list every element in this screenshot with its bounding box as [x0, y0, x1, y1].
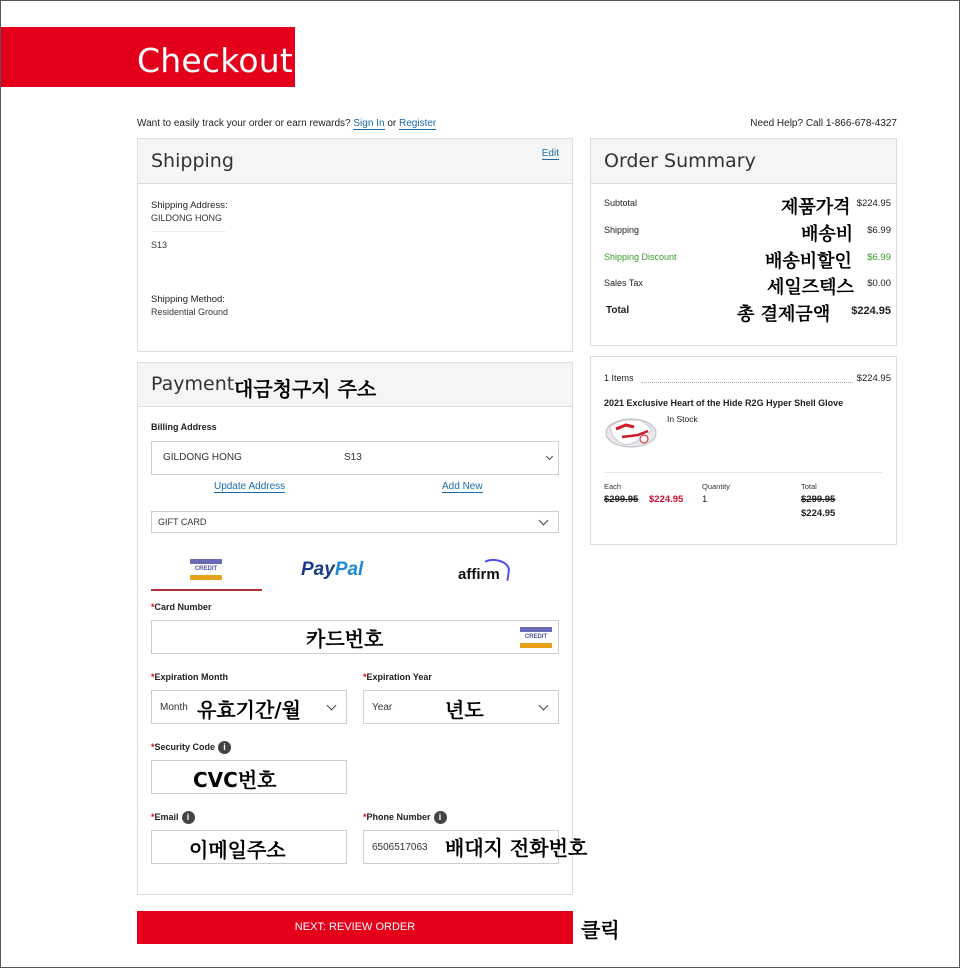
chevron-down-icon — [539, 701, 549, 711]
baseball-glove-image[interactable] — [604, 415, 658, 449]
info-icon[interactable]: i — [182, 811, 195, 824]
dotted-leader — [641, 382, 853, 383]
cart-panel — [590, 356, 897, 545]
card-icon-bottom-stripe — [520, 643, 552, 648]
shipping-discount-label: Shipping Discount — [604, 252, 677, 262]
email-annotation: 이메일주소 — [189, 838, 286, 862]
affirm-logo: affirm — [458, 566, 500, 583]
shipping-panel — [137, 138, 573, 352]
shipping-cost-value: $6.99 — [867, 225, 891, 236]
cart-divider — [604, 472, 882, 473]
shipping-method: Residential Ground — [151, 307, 229, 317]
shipping-line2: S13 — [151, 240, 168, 250]
chevron-down-icon — [546, 453, 553, 460]
page-title: Checkout — [137, 41, 293, 80]
expiration-year-value: Year — [372, 702, 393, 713]
paypal-logo-pal: Pal — [334, 559, 364, 580]
add-new-address-link[interactable]: Add New — [442, 481, 483, 492]
phone-number-label-text: Phone Number — [366, 811, 431, 822]
cart-items-total: $224.95 — [856, 373, 891, 384]
card-icon-text: CREDIT — [524, 634, 548, 640]
subtotal-annotation: 제품가격 — [781, 197, 851, 218]
shipping-title: Shipping — [151, 150, 234, 172]
payment-title: Payment — [151, 373, 235, 395]
quantity-value: 1 — [702, 494, 708, 505]
credit-icon-bottom-stripe — [190, 575, 222, 580]
paypal-logo-pay: Pay — [301, 559, 335, 580]
security-code-label-text: Security Code — [154, 741, 216, 752]
total-annotation: 총 결제금액 — [737, 304, 831, 325]
or-text: or — [387, 118, 397, 129]
info-icon[interactable]: i — [218, 741, 231, 754]
phone-annotation: 배대지 전화번호 — [445, 836, 588, 860]
sales-tax-value: $0.00 — [867, 278, 891, 289]
shipping-cost-annotation: 배송비 — [801, 224, 854, 245]
total-label: Total — [606, 305, 630, 316]
expiration-month-label — [151, 672, 228, 682]
update-address-link[interactable]: Update Address — [214, 481, 286, 492]
chevron-down-icon — [539, 516, 549, 526]
tab-affirm[interactable] — [458, 562, 510, 584]
phone-number-label — [363, 811, 447, 824]
shipping-edit-link[interactable]: Edit — [541, 148, 559, 159]
subtotal-value: $224.95 — [856, 198, 891, 209]
credit-icon-top-stripe — [190, 559, 222, 564]
gift-card-select[interactable] — [151, 511, 559, 533]
info-icon[interactable]: i — [434, 811, 447, 824]
shipping-address-label: Shipping Address: — [151, 200, 228, 211]
expiration-year-annotation: 년도 — [445, 698, 484, 722]
email-label-text: Email — [154, 811, 179, 822]
line-total-old: $299.95 — [801, 494, 836, 505]
card-icon-top-stripe — [520, 627, 552, 632]
required-mark: * — [151, 741, 155, 752]
address-divider — [151, 231, 226, 232]
tab-credit[interactable] — [151, 548, 262, 591]
shipping-cost-label: Shipping — [604, 225, 640, 235]
register-link[interactable]: Register — [399, 118, 437, 129]
shipping-header — [138, 139, 572, 184]
expiration-year-label-text: Expiration Year — [366, 672, 432, 682]
shipping-discount-value: $6.99 — [867, 252, 891, 263]
card-number-label-text: Card Number — [154, 602, 212, 612]
sales-tax-label: Sales Tax — [604, 278, 643, 288]
quantity-label: Quantity — [702, 482, 730, 491]
total-value: $224.95 — [851, 305, 891, 317]
required-mark: * — [363, 672, 367, 682]
credit-card-icon — [520, 627, 552, 648]
sign-in-link[interactable]: Sign In — [353, 118, 385, 129]
signin-prompt — [137, 118, 436, 129]
required-mark: * — [151, 602, 155, 612]
billing-address-select[interactable] — [151, 441, 559, 475]
help-phone: Need Help? Call 1-866-678-4327 — [750, 118, 897, 129]
order-summary-header — [591, 139, 896, 184]
email-label — [151, 811, 195, 824]
security-code-annotation: CVC번호 — [193, 768, 277, 792]
billing-line: S13 — [344, 452, 362, 463]
billing-address-label: Billing Address — [151, 422, 217, 432]
credit-card-icon — [190, 559, 222, 580]
expiration-month-annotation: 유효기간/월 — [197, 698, 301, 722]
subtotal-label: Subtotal — [604, 198, 638, 208]
billing-name: GILDONG HONG — [163, 452, 242, 463]
card-number-annotation: 카드번호 — [306, 627, 384, 651]
product-name[interactable]: 2021 Exclusive Heart of the Hide R2G Hyper Shell Glove — [604, 398, 844, 408]
required-mark: * — [151, 811, 155, 822]
each-label: Each — [604, 482, 622, 491]
line-total-new: $224.95 — [801, 508, 836, 519]
tab-paypal[interactable] — [301, 559, 363, 581]
gift-card-label: GIFT CARD — [158, 517, 207, 527]
expiration-month-value: Month — [160, 702, 188, 713]
shipping-name: GILDONG HONG — [151, 213, 223, 223]
glove-icon — [604, 415, 658, 449]
order-summary-title: Order Summary — [604, 150, 756, 172]
click-annotation: 클릭 — [581, 918, 620, 942]
shipping-discount-annotation: 배송비할인 — [765, 251, 852, 272]
signin-prompt-text: Want to easily track your order or earn rewards? — [137, 118, 351, 129]
chevron-down-icon — [327, 701, 337, 711]
shipping-method-label: Shipping Method: — [151, 294, 225, 305]
billing-annotation: 대금청구지 주소 — [234, 377, 377, 401]
sales-tax-annotation: 세일즈텍스 — [767, 277, 854, 298]
stock-status: In Stock — [667, 414, 698, 424]
each-sale-price: $224.95 — [649, 494, 684, 505]
line-total-label: Total — [801, 482, 817, 491]
security-code-label — [151, 741, 231, 754]
cart-item-count: 1 Items — [604, 373, 634, 383]
required-mark: * — [151, 672, 155, 682]
credit-icon-text: CREDIT — [194, 566, 218, 572]
phone-number-value: 6506517063 — [372, 842, 428, 853]
next-review-order-button[interactable]: NEXT: REVIEW ORDER — [137, 911, 573, 944]
each-old-price: $299.95 — [604, 494, 639, 505]
required-mark: * — [363, 811, 367, 822]
expiration-year-label — [363, 672, 432, 682]
expiration-month-label-text: Expiration Month — [154, 672, 229, 682]
card-number-label — [151, 602, 212, 612]
